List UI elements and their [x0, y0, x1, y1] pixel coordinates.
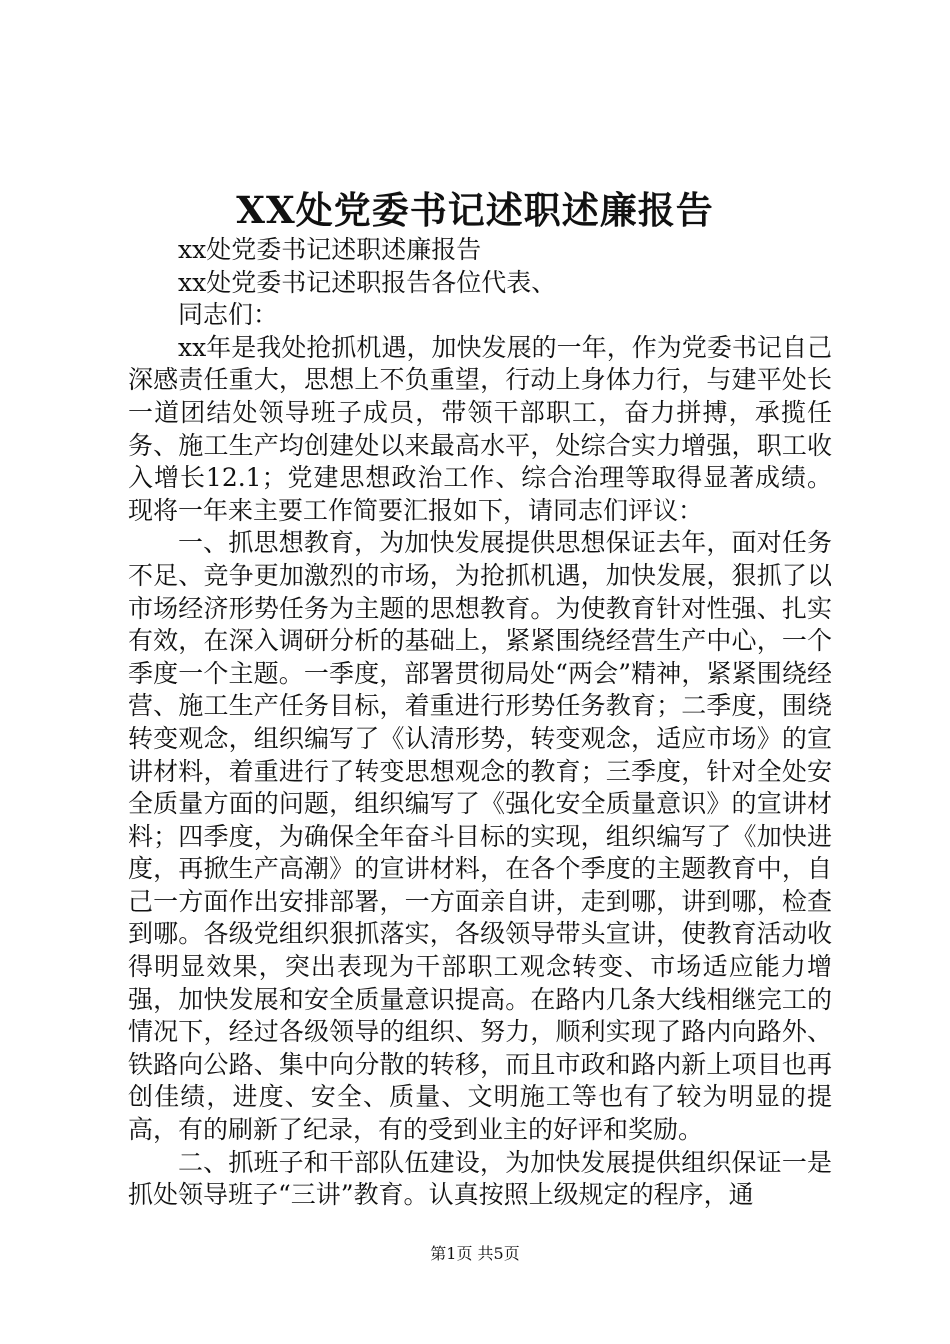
document-body: [128, 234, 832, 1212]
paragraph: 二、抓班子和干部队伍建设，为加快发展提供组织保证一是抓处领导班子“三讲”教育。认真按照上级规定的程序，通: [128, 1147, 832, 1210]
document-title: XX处党委书记述职述廉报告: [236, 188, 714, 232]
paragraph: xx处党委书记述职述廉报告: [178, 235, 482, 264]
paragraph: xx年是我处抢抓机遇，加快发展的一年，作为党委书记自己深感责任重大，思想上不负重望，行动上身体力行，与建平处长一道团结处领导班子成员，带领干部职工，奋力拼搏，承揽任务、施工生产均创建处以来最高水平，处综合实力增强，职工收入增长12.1；党建思想政治工作、综合治理等取得显著成绩。现将一年来主要工作简要汇报如下，请同志们评议：: [128, 332, 832, 525]
paragraph: xx处党委书记述职报告各位代表、: [178, 267, 557, 297]
paragraph: 一、抓思想教育，为加快发展提供思想保证去年，面对任务不足、竞争更加激烈的市场，为抢抓机遇，加快发展，狠抓了以市场经济形势任务为主题的思想教育。为使教育针对性强、扎实有效，在深入调研分析的基础上，紧紧围绕经营生产中心，一个季度一个主题。一季度，部署贯彻局处“两会”精神，紧紧围绕经营、施工生产任务目标，着重进行形势任务教育；二季度，围绕转变观念，组织编写了《认清形势，转变观念，适应市场》的宣讲材料，着重进行了转变思想观念的教育；三季度，针对全处安全质量方面的问题，组织编写了《强化安全质量意识》的宣讲材料；四季度，为确保全年奋斗目标的实现，组织编写了《加快进度，再掀生产高潮》的宣讲材料，在各个季度的主题教育中，自己一方面作出安排部署，一方面亲自讲，走到哪，讲到哪，检查到哪。各级党组织狠抓落实，各级领导带头宣讲，使教育活动收得明显效果，突出表现为干部职工观念转变、市场适应能力增强，加快发展和安全质量意识提高。在路内几条大线相继完工的情况下，经过各级领导的组织、努力，顺利实现了路内向路外、铁路向公路、集中向分散的转移，而且市政和路内新上项目也再创佳绩，进度、安全、质量、文明施工等也有了较为明显的提高，有的刷新了纪录，有的受到业主的好评和奖励。: [128, 528, 832, 1145]
paragraph: 同志们：: [178, 300, 279, 330]
page-indicator: 第1页 共5页: [430, 1244, 520, 1263]
